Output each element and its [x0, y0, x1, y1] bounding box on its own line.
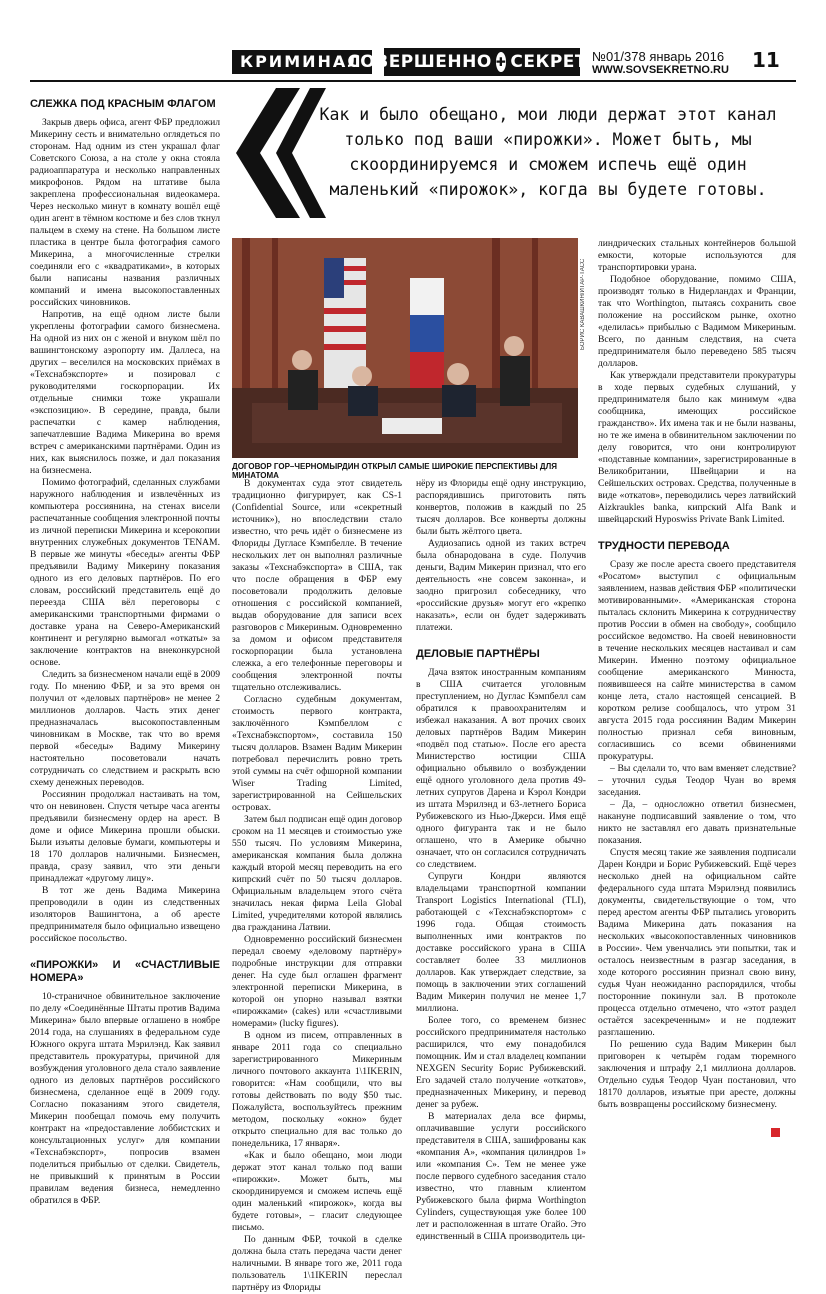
photo-credit: БОРИС КАВАШКИН/ИТАР-ТАСС	[580, 258, 586, 350]
paragraph: линдрических стальных контейнеров большой емкости, которые используются для транспортировки урана.	[598, 238, 796, 273]
news-photo	[232, 238, 578, 458]
paragraph: Россиянин продолжал настаивать на том, что он невиновен. Спустя четыре часа агенты предъявили бизнесмену ордер на арест. В доме и офисе Микерина прошли обыски. Были изъяты деловые бумаги, компьютеры и 18 170 долларов наличными. Бизнесмен, правда, сразу заявил, что эти деньги принадлежат «другому лицу».	[30, 789, 220, 884]
photo-caption: ДОГОВОР ГОР–ЧЕРНОМЫРДИН ОТКРЫЛ САМЫЕ ШИРОКИЕ ПЕРСПЕКТИВЫ ДЛЯ МИНАТОМА	[232, 462, 557, 480]
paragraph: Сразу же после ареста своего представителя «Росатом» выступил с официальным заявлением, назвав действия ФБР «политически мотивированными». «Американская сторона пыталась склонить Микерина к сотрудничеству против России в обмен на свободу», сообщило российское ведомство. На своей невиновности в течение нескольких месяцев настаивал и сам Микерин. Именно поэтому официальное сообщение американского Минюста, появившееся на сайте министерства в самом конце лета, стало настоящей сенсацией. В коротком релизе сообщалось, что утром 31 августа 2015 года россиянин Вадим Микерин полностью признал себя виновным, согласившись со всеми обвинениями прокуратуры.	[598, 559, 796, 762]
pull-quote: Как и было обещано, мои люди держат этот канал только под ваши «пирожки». Может быть, мы скоординируемся и сможем испечь ещё один маленький «пирожок», когда вы будете готовы.	[319, 105, 777, 199]
paragraph: Согласно судебным документам, стоимость первого контракта, заключённого Кэмпбеллом с «Техснабэкспортом», составила 150 тысяч долларов. Взамен Вадим Микерин потребовал перечислить ровно треть этой суммы на счёт офшорной компании Wiser Trading Limited, зарегистрированной на Сейшельских островах.	[232, 694, 402, 813]
paragraph: Подобное оборудование, помимо США, производят только в Нидерландах и Франции, так что Worthington, пытаясь сохранить свое положение на российском рынке, охотно «делилась» прибылью с Вадимом Микериным. Всего, по данным следствия, на счета предпринимателя было переведено 585 тысяч долларов.	[598, 274, 796, 369]
column-1	[30, 98, 220, 1206]
paragraph: Супруги Кондри являются владельцами транспортной компании Transport Logistics International (TLI), работающей с «Техснабэкспортом» с 1996 года. Общая стоимость выполненных ими контрактов по доставке российского урана в США составляет более 33 миллионов долларов. Как утверждает следствие, за помощь в заключении этих соглашений Вадим Микерин получил не менее 1,7 миллиона.	[416, 871, 586, 1014]
article-end-mark	[771, 1128, 780, 1137]
paragraph: Затем был подписан ещё один договор сроком на 11 месяцев и стоимостью уже 550 тысяч. По условиям Микерина, американская компания была должна каждый второй месяц переводить на его кипрский счёт по 50 тысяч долларов. Официальным владельцем этого счёта значилась некая фирма Leila Global Limited, учредителями которой являлись два гражданина Латвии.	[232, 814, 402, 933]
subheading-translation: ТРУДНОСТИ ПЕРЕВОДА	[598, 540, 730, 552]
paragraph: В материалах дела все фирмы, оплачивавшие услуги российского представителя в США, зашифрованы как «компания А», «компания цилиндров 1» или «компания С». Тем не менее уже после первого судебного заседания стало известно, что главным клиентом Рубижевского была фирма Worthington Cylinders, существующая уже более 100 лет и расположенная в штате Огайо. Это единственный в США производитель ци-	[416, 1111, 586, 1242]
subheading-surveillance: СЛЕЖКА ПОД КРАСНЫМ ФЛАГОМ	[30, 98, 216, 110]
paragraph: В одном из писем, отправленных в январе 2011 года со специально зарегистрированного Микериным личного почтового аккаунта 1\1IKERIN, говорится: «Нам сообщили, что вы готовы действовать по воду $50 тыс. Пожалуйста, воспользуйтесь прежним методом, поскольку «окно» будет открыто специально для вас только до понедельника, 17 января».	[232, 1030, 402, 1149]
paragraph: Как утверждали представители прокуратуры в ходе первых судебных слушаний, у предпринимателя было как минимум «два сообщника, имеющих российское гражданство». Их имена так и не были названы, но те же имена в обвинительном заключении по делу говорится, что они контролируют «подставные компании», зарегистрированные в Великобритании, Швейцарии и на Сейшельских островах. Средства, полученные в виде «откатов», переводились через латвийский Aizkraukles banka, кипрский Alfa Bank и швейцарский Hyposwiss Private Bank Limited.	[598, 370, 796, 525]
paragraph: Закрыв дверь офиса, агент ФБР предложил Микерину сесть и внимательно оглядеться по сторонам. Над одним из стен украшал флаг Советского Союза, а на столе у окна стояла радиоаппаратура и несколько направленных микрофонов. Рядом на штативе была закреплена профессиональная видеокамера. Через несколько минут в комнату вошёл ещё один агент в тёмном костюме и без слов ткнул пальцем в схему на стене. На большом листе пластика в центре была фотография самого Микерина, а многочисленные стрелки соединяли его с «квадратиками», в которых были написаны названия различных компаний и имена высокопоставленных российских чиновников.	[30, 117, 220, 308]
paragraph: В тот же день Вадима Микерина препроводили в один из следственных изоляторов Вашингтона, а об аресте предпринимателя было официально извещено российское посольство.	[30, 885, 220, 944]
paragraph: Аудиозапись одной из таких встреч была обнародована в суде. Получив деньги, Вадим Микерин признал, что его деятельность «не совсем законна», и заодно пригрозил собеседнику, что «российские друзья» могут его «крепко наказать», если он будет задерживать платежи.	[416, 538, 586, 633]
paragraph: По решению суда Вадим Микерин был приговорен к четырём годам тюремного заключения и штрафу 2,1 миллиона долларов. Отдельно судья Теодор Чуан постановил, что 18170 долларов, изъятые при аресте, должны быть возвращены российскому бизнесмену.	[598, 1039, 796, 1110]
logo-word-left: СОВЕРШЕННО	[347, 52, 492, 72]
column-2	[232, 478, 402, 1293]
paragraph: «Как и было обещано, мои люди держат этот канал только под ваши «пирожки». Может быть, мы скоординируемся и сможем испечь ещё один маленький «пирожок», когда вы будете готовы», – гласит следующее письмо.	[232, 1150, 402, 1233]
column-4	[598, 238, 796, 1178]
column-3	[416, 478, 586, 1242]
issue-number: №01/378 январь 2016	[592, 49, 725, 64]
paragraph: Напротив, на ещё одном листе были укреплены фотографии самого бизнесмена. На одной из них он с женой и внуком шёл по вашингтонскому аэропорту им. Даллеса, на других – веселился на московских приёмах в «Техснабэкспорте» и позировал с руководителями госкорпорации. Их отдельные снимки тоже украшали «экспозицию». В середине, правда, были распечатки с камер наблюдения, запечатлевшие Вадима Микерина во время встреч с американскими партнёрами. Один из них, как выяснилось позже, и дал показания на бизнесмена.	[30, 309, 220, 476]
section-rubric: КРИМИНАЛ	[232, 50, 372, 74]
page-header	[0, 0, 826, 86]
subheading-partners: ДЕЛОВЫЕ ПАРТНЁРЫ	[416, 648, 540, 660]
paragraph: – Да, – односложно ответил бизнесмен, накануне подписавший заявление о том, что никто не заставлял его давать признательные показания.	[598, 799, 796, 846]
paragraph: нёру из Флориды ещё одну инструкцию, распорядившись приготовить пять конвертов, положив в каждый по 25 тысяч долларов. Все конверты должны были быть жёлтого цвета.	[416, 478, 586, 537]
header-rule	[30, 80, 796, 82]
newspaper-logo	[347, 48, 617, 76]
paragraph: – Вы сделали то, что вам вменяет следствие? – уточнил судья Теодор Чуан во время заседания.	[598, 763, 796, 798]
logo-emblem-icon: ✚	[496, 52, 507, 72]
paragraph: Дача взяток иностранным компаниям в США считается уголовным преступлением, но Дуглас Кэмпбелл сам обратился к правоохранителям и избежал наказания. А вот прочих своих деловых партнёров Вадим Микерин «подвёл под статью». После его ареста Министерство юстиции США официально объявило о возбуждении ещё одного уголовного дела против 49-летних супругов Дарена и Кэрол Кондри из штата Мэрилэнд и 63-летнего Бориса Рубижевского из Нью-Джерси. Имя ещё одного фигуранта так и не было оглашено, что в Америке обычно означает, что он согласился сотрудничать со следствием.	[416, 667, 586, 870]
subheading-pirozhki: «ПИРОЖКИ» И «СЧАСТЛИВЫЕ НОМЕРА»	[30, 959, 220, 984]
paragraph: В документах суда этот свидетель традиционно фигурирует, как CS-1 (Confidential Source, или «секретный источник»), но впоследствии стало известно, что речь идёт о бизнесмене из Флориды Дугласе Кэмпбелле. В течение нескольких лет он выполнял различные заказы «Техснабэкспорта» в США, так что после обращения в ФБР ему посоветовали продолжить деловые отношения с российской компанией, выдав оборудование для записи всех разговоров с Микериным. Одновременно за домом и офисом представителя госкорпорации была установлена слежка, а его телефонные переговоры и сообщения электронной почты тщательно отслеживались.	[232, 478, 402, 693]
paragraph: Следить за бизнесменом начали ещё в 2009 году. По мнению ФБР, и за это время он получил от «деловых партнёров» не менее 2 миллионов долларов. Часть этих денег предназначалась высокопоставленным чиновникам в Москве, так что во время первой «беседы» Вадиму Микерину настоятельно посоветовали начать сотрудничать со следствием и раскрыть всю схему денежных переводов.	[30, 669, 220, 788]
paragraph: Более того, со временем бизнес российского предпринимателя настолько расширился, что ему понадобился помощник. Им и стал владелец компании NEXGEN Security Борис Рубижевский. Его задачей стало получение «откатов», предназначенных Микерину, и перевод денег за рубеж.	[416, 1015, 586, 1110]
paragraph: Спустя месяц такие же заявления подписали Дарен Кондри и Борис Рубижевский. Ещё через несколько дней на официальном сайте федерального суда штата Мэрилэнд появились документы, свидетельствующие о том, что перед арестом агенты ФБР пытались уговорить Вадима Микерина дать показания на нескольких «высокопоставленных чиновников в России». Чем увенчались эти попытки, так и осталось неизвестным в разгар заседания, в ходе которого россиянин признал свою вину, судья Чуан неожиданно распорядился, чтобы посторонние покинули зал. В протоколе процесса отдельно отмечено, что «этот раздел остаётся засекреченным» и не подлежит разглашению.	[598, 847, 796, 1038]
paragraph: 10-страничное обвинительное заключение по делу «Соединённые Штаты против Вадима Микерина» было впервые оглашено в ноябре 2014 года, на слушаниях в федеральном суде Южного округа штата Мэрилэнд. Как заявил представитель прокуратуры, причиной для возбуждения уголовного дела стало заявление одного из деловых партнёров российского бизнесмена, сделанное ещё в 2009 году. Согласно показаниям этого свидетеля, Микерин пообещал помочь ему получить контракт на «предоставление лоббистских и консультационных услуг» для компании «Техснабэкспорт», попросив взамен поделиться прибылью от сделки. Свидетель, не привыкший к принятым в России правилам ведения бизнеса, немедленно обратился в ФБР.	[30, 991, 220, 1206]
paragraph: Одновременно российский бизнесмен передал своему «деловому партнёру» подробные инструкции для отправки денег. На суде был оглашен фрагмент электронной переписки Микерина, в которой он упорно называл взятки «пирожками» (cakes) или «счастливыми номерами» (lucky figures).	[232, 934, 402, 1029]
logo-word-right: СЕКРЕТНО	[510, 52, 617, 72]
page-number: 11	[752, 48, 780, 72]
site-url: WWW.SOVSEKRETNO.RU	[592, 64, 729, 76]
paragraph: По данным ФБР, точкой в сделке должна была стать передача части денег наличными. В январе того же, 2011 года пользователь 1\1IKERIN переслал партнёру из Флориды	[232, 1234, 402, 1293]
paragraph: Помимо фотографий, сделанных службами наружного наблюдения и извлечённых из компьютера россиянина, на стенах висели распечатанные сообщения электронной почты из личной переписки Микерина и ксерокопии внутренних служебных документов TENAM. В первые же минуты «беседы» агенты ФБР предъявили Вадиму Микерину показания одного из его деловых партнёров. По его словам, российский представитель ещё до переезда США вёл переговоры с американскими транспортными фирмами о доставке урана на Северо-Американский континент и регулярно вымогал «откаты» за заключение контрактов на внеконкурсной основе.	[30, 477, 220, 668]
